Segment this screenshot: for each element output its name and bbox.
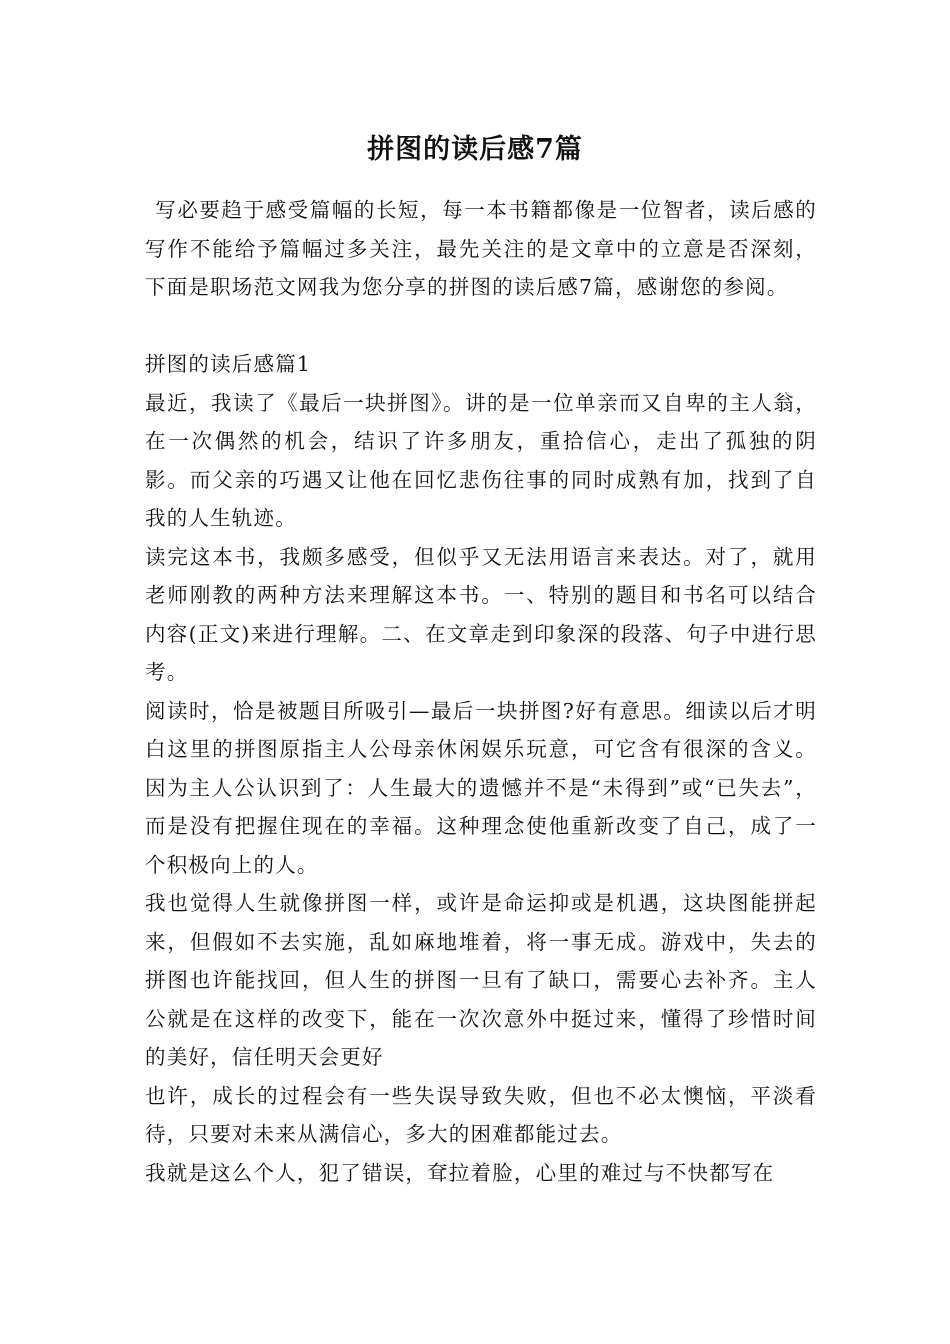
blank-line <box>145 307 817 346</box>
body-paragraph: 阅读时，恰是被题目所吸引—最后一块拼图?好有意思。细读以后才明白这里的拼图原指主人公母亲休闲娱乐玩意，可它含有很深的含义。因为主人公认识到了：人生最大的遗憾并不是“未得到”或“已失去”，而是没有把握住现在的幸福。这种理念使他重新改变了自己，成了一个积极向上的人。 <box>145 698 817 877</box>
body-paragraph: 我就是这么个人，犯了错误，耷拉着脸，心里的难过与不快都写在 <box>145 1160 775 1185</box>
body-paragraph: 我也觉得人生就像拼图一样，或许是命运抑或是机遇，这块图能拼起来，但假如不去实施，乱如麻地堆着，将一事无成。游戏中，失去的拼图也许能找回，但人生的拼图一旦有了缺口，需要心去补齐。主人公就是在这样的改变下，能在一次次意外中挺过来，懂得了珍惜时间的美好，信任明天会更好 <box>145 891 817 1069</box>
body-paragraph: 读完这本书，我颇多感受，但似乎又无法用语言来表达。对了，就用老师刚教的两种方法来理解这本书。一、特别的题目和书名可以结合内容(正文)来进行理解。二、在文章走到印象深的段落、句子中进行思考。 <box>145 544 817 684</box>
section-heading: 拼图的读后感篇1 <box>145 352 312 376</box>
document-body <box>145 191 817 1192</box>
document-title: 拼图的读后感7篇 <box>367 134 583 165</box>
body-paragraph: 最近，我读了《最后一块拼图》。讲的是一位单亲而又自卑的主人翁，在一次偶然的机会，结识了许多朋友，重拾信心，走出了孤独的阴影。而父亲的巧遇又让他在回忆悲伤往事的同时成熟有加，找到了自我的人生轨迹。 <box>145 390 817 530</box>
intro-paragraph: 写必要趋于感受篇幅的长短，每一本书籍都像是一位智者，读后感的写作不能给予篇幅过多关注，最先关注的是文章中的立意是否深刻，下面是职场范文网我为您分享的拼图的读后感7篇，感谢您的参阅。 <box>145 198 817 299</box>
body-paragraph: 也许，成长的过程会有一些失误导致失败，但也不必太懊恼，平淡看待，只要对未来从满信心，多大的困难都能过去。 <box>145 1083 817 1146</box>
